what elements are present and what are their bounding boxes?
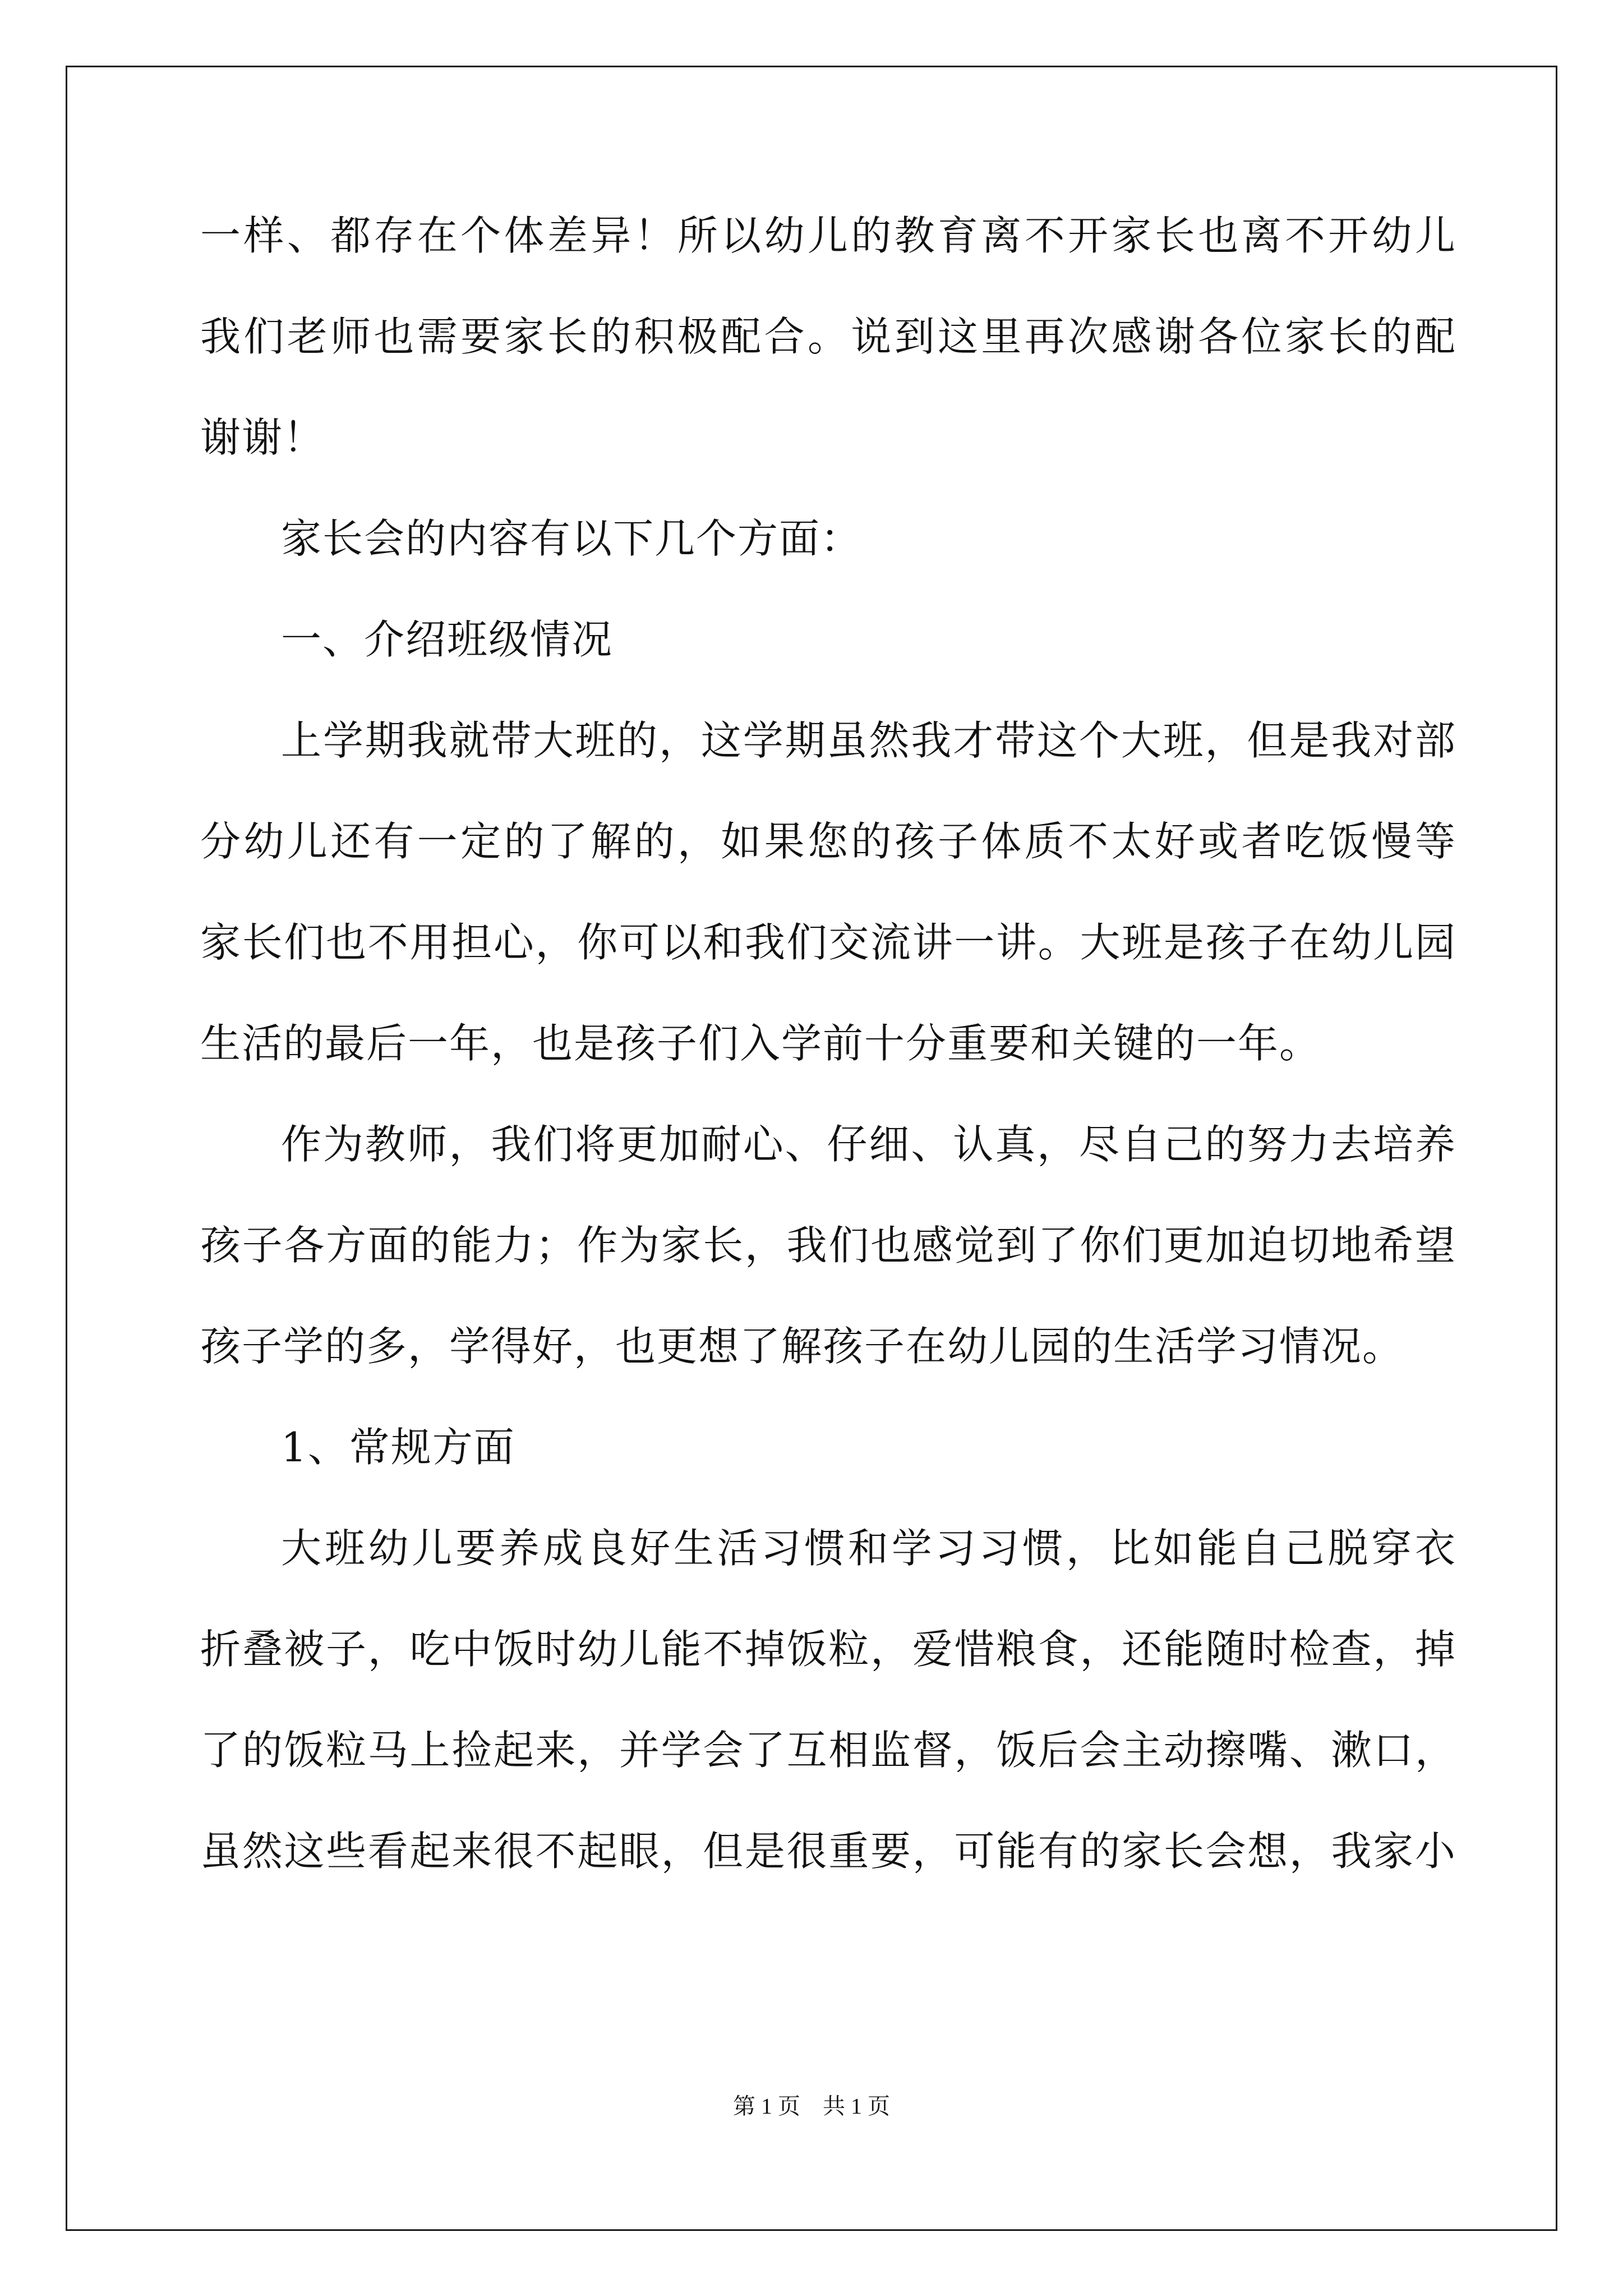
paragraph-line: 上学期我就带大班的，这学期虽然我才带这个大班，但是我对部 <box>281 717 1456 764</box>
text-line: 孩子学的多，学得好，也更想了解孩子在幼儿园的生活学习情况。 <box>200 1323 1404 1370</box>
text-line: 孩子各方面的能力；作为家长，我们也感觉到了你们更加迫切地希望 <box>200 1222 1456 1269</box>
text-line: 我们老师也需要家长的积极配合。说到这里再次感谢各位家长的配 <box>200 313 1456 360</box>
text-line: 生活的最后一年，也是孩子们入学前十分重要和关键的一年。 <box>200 1020 1321 1067</box>
paragraph-line: 家长会的内容有以下几个方面： <box>281 515 863 562</box>
text-line: 一样、都存在个体差异！所以幼儿的教育离不开家长也离不开幼儿 <box>200 212 1456 259</box>
section-heading: 1、常规方面 <box>281 1424 515 1471</box>
text-line: 虽然这些看起来很不起眼，但是很重要，可能有的家长会想，我家小 <box>200 1828 1456 1875</box>
page-number: 第 1 页 <box>733 2093 800 2119</box>
text-line: 谢谢！ <box>200 414 325 461</box>
page-footer <box>0 2090 1623 2123</box>
paragraph-line: 大班幼儿要养成良好生活习惯和学习习惯，比如能自己脱穿衣 <box>281 1525 1456 1572</box>
document-body <box>200 185 1456 1902</box>
paragraph-line: 作为教师，我们将更加耐心、仔细、认真，尽自己的努力去培养 <box>281 1121 1456 1168</box>
text-line: 折叠被子，吃中饭时幼儿能不掉饭粒，爱惜粮食，还能随时检查，掉 <box>200 1626 1456 1673</box>
text-line: 分幼儿还有一定的了解的，如果您的孩子体质不太好或者吃饭慢等 <box>200 818 1456 865</box>
text-line: 家长们也不用担心，你可以和我们交流讲一讲。大班是孩子在幼儿园 <box>200 919 1456 966</box>
text-line: 了的饭粒马上捡起来，并学会了互相监督，饭后会主动擦嘴、漱口， <box>200 1727 1456 1774</box>
section-heading: 一、介绍班级情况 <box>281 616 614 663</box>
page-count: 共 1 页 <box>823 2093 890 2119</box>
